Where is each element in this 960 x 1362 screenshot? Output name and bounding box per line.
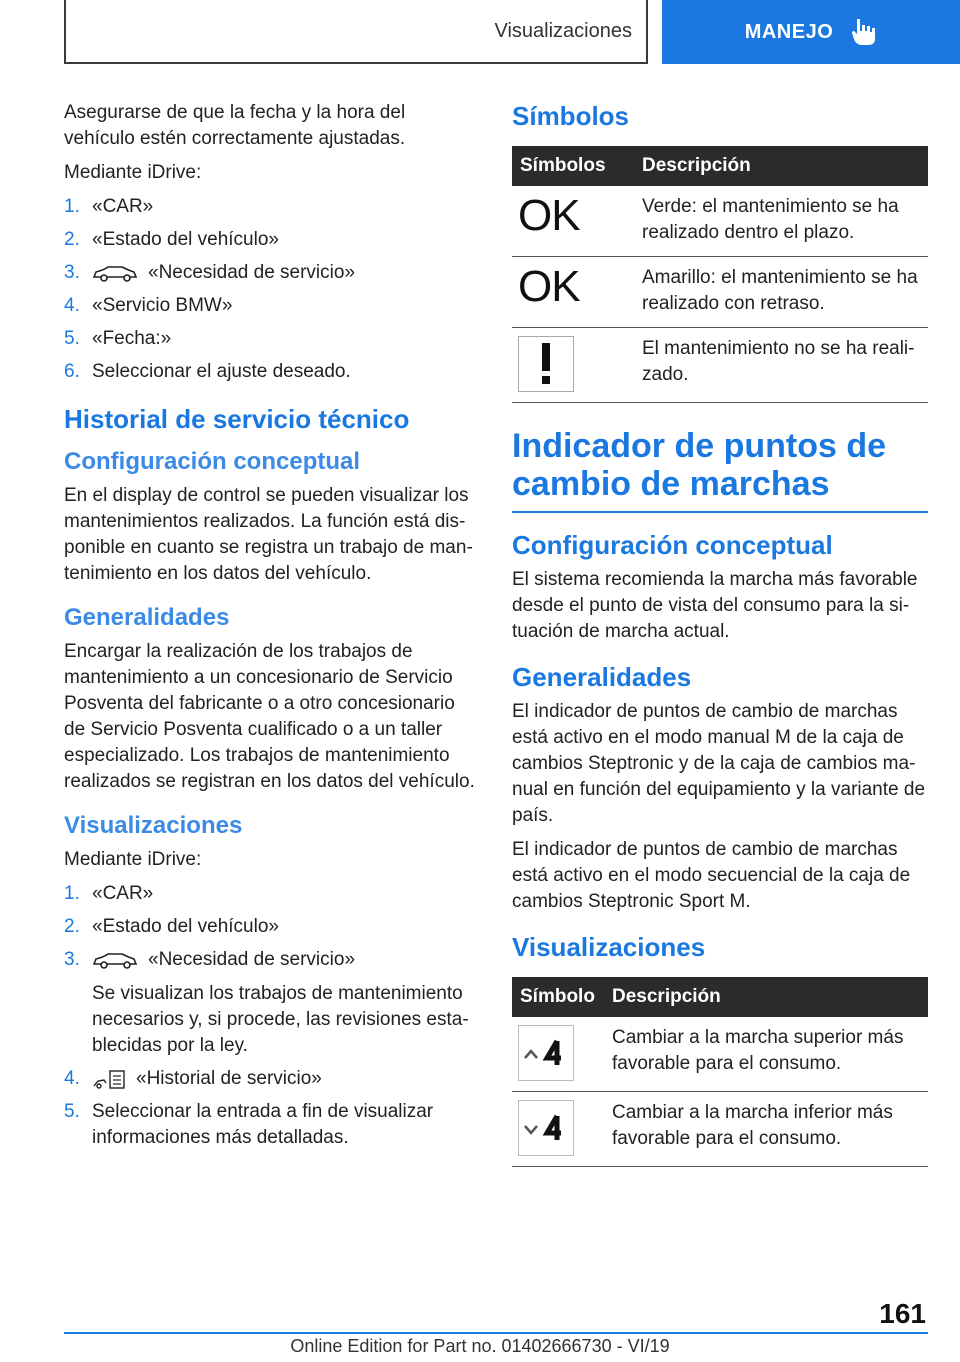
ok-yellow-icon: OK [518,262,580,311]
table-row [512,1017,928,1092]
table-header: Símbolo [512,977,604,1017]
hand-on-wheel-icon [851,17,877,47]
page-number: 161 [879,1298,926,1329]
list-item: 5. Seleccionar la entrada a fin de visualizar informaciones más detalladas. [64,1101,434,1148]
heading-visual-right: Visualizaciones [512,932,706,962]
heading-simbolos: Símbolos [512,101,630,131]
step-detail: Se visualizan los trabajos de mantenimiento necesarios y, si procede, las revisiones establecidas por la ley. [92,983,469,1056]
gear-table [512,977,928,1167]
table-cell: Cambiar a la marcha superior más favorable para el consumo. [604,1017,928,1092]
list-item: 1. «CAR» [64,883,154,904]
table-cell: Amarillo: el mantenimiento se ha realizado con retraso. [634,257,928,328]
table-row [512,186,928,257]
header-section-title: Visualizaciones [494,19,632,42]
list-item: 2. «Estado del vehículo» [64,229,279,250]
list-item: 6. Seleccionar el ajuste deseado. [64,361,351,382]
shift-up-icon [518,1025,574,1081]
car-icon [92,951,138,969]
list-item: 3. «Necesidad de servicio» Se visualizan los trabajos de mantenimiento necesarios y, si procede, las revisiones establecidas por la ley. [64,947,476,1059]
table-row [512,1092,928,1167]
list-item: 4. «Historial de servicio» [64,1068,322,1089]
idrive-label: Mediante iDrive: [64,162,202,183]
heading-general: Generalidades [64,604,230,631]
header-section-box [64,0,648,64]
footer-edition: Online Edition for Part no. 01402666730 - VI/19 [290,1336,670,1356]
steps-list-1 [64,194,476,385]
heading-indicador: Indicador de puntos de cambio de marchas [512,427,928,513]
idrive-label-2: Mediante iDrive: [64,849,202,870]
table-cell: Verde: el mantenimiento se ha realizado dentro el plazo. [634,186,928,257]
list-item: 2. «Estado del vehículo» [64,916,279,937]
right-column [512,100,928,1175]
shift-down-icon [518,1100,574,1156]
service-history-icon [92,1068,126,1090]
table-cell: Cambiar a la marcha inferior más favorable para el consumo. [604,1092,928,1167]
footer-divider [64,1332,928,1334]
steps-list-2 [64,881,476,1151]
list-item: 3. «Necesidad de servicio» [64,262,356,283]
config-text-right: El sistema recomienda la marcha más favorable desde el punto de vista del consumo para la situación de marcha actual. [512,569,918,642]
symbols-table [512,146,928,403]
car-icon [92,264,138,282]
table-row [512,328,928,403]
heading-historial: Historial de servicio técnico [64,404,410,434]
config-text: En el display de control se pueden visualizar los mantenimientos realizados. La función está disponible en cuanto se registra un trabajo de mantenimiento en los datos del vehículo. [64,485,473,584]
list-item: 5. «Fecha:» [64,328,172,349]
table-header: Descripción [634,146,928,186]
list-item: 1. «CAR» [64,196,154,217]
header-chapter-title: MANEJO [744,20,834,43]
exclamation-icon [518,336,574,392]
general-text-1: El indicador de puntos de cambio de marchas está activo en el modo manual M de la caja de cambios Steptronic y de la caja de cambios manual en función del equipamiento y la variante de país. [512,701,926,826]
left-column [64,100,476,1159]
heading-config-right: Configuración conceptual [512,530,833,560]
ok-green-icon: OK [518,191,580,240]
heading-general-right: Generalidades [512,662,692,692]
table-row [512,257,928,328]
general-text: Encargar la realización de los trabajos de mantenimiento a un concesionario de Servicio Posventa del fabricante o a otro concesionario de Servicio Posventa cualificado o a un taller especializado. Los trabajos de mantenimiento realizados se registran en los datos del vehículo. [64,641,475,792]
table-cell: El mantenimiento no se ha realizado. [634,328,928,403]
table-header: Símbolos [512,146,634,186]
header-chapter-box [662,0,960,64]
table-header: Descripción [604,977,928,1017]
list-item: 4. «Servicio BMW» [64,295,233,316]
heading-visual: Visualizaciones [64,812,243,839]
heading-config: Configuración conceptual [64,448,361,475]
intro-text: Asegurarse de que la fecha y la hora del vehículo estén correctamente ajustadas. [64,102,406,149]
general-text-2: El indicador de puntos de cambio de marchas está activo en el modo secuencial de la caja de cambios Steptronic Sport M. [512,839,911,912]
